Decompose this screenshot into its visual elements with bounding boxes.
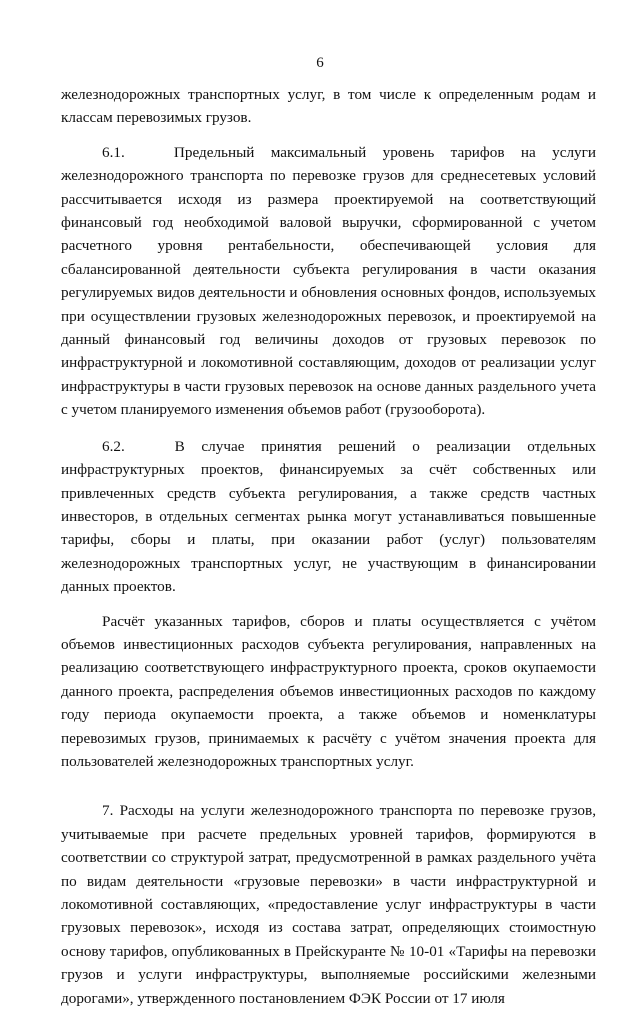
paragraph-continuation: железнодорожных транспортных услуг, в том числе к определенным родам и классам перевозимых грузов. (61, 86, 596, 127)
page-number: 6 (316, 55, 324, 71)
paragraph-6-2-calculation: Расчёт указанных тарифов, сборов и платы осуществляется с учётом объемов инвестиционных расходов субъекта регулирования, направленных на реализацию соответствующего инфраструктурного проекта, сроков окупаемости данного проекта, распределения объемов инвестиционных расходов по каждому году периода окупаемости проекта, а также объемов и номенклатуры перевозимых грузов, принимаемых к расчёту с учётом значения проекта для пользователей железнодорожных транспортных услуг. (61, 612, 596, 770)
paragraph-6-1: 6.1. Предельный максимальный уровень тарифов на услуги железнодорожного транспорта по перевозке грузов для среднесетевых условий рассчитывается исходя из размера проектируемой на соответствующий финансовый год необходимой валовой выручки, сформированной с учетом расчетного уровня рентабельности, обеспечивающей условия для сбалансированной деятельности субъекта регулирования в части оказания регулируемых видов деятельности и обновления основных фондов, используемых при осуществлении грузовых железнодорожных перевозок, и проектируемой на данный финансовый год величины доходов от грузовых перевозок по инфраструктурной и локомотивной составляющим, доходов от реализации услуг инфраструктуры в части грузовых перевозок на основе данных раздельного учета с учетом планируемого изменения объемов работ (грузооборота). (61, 143, 596, 419)
document-body (61, 83, 596, 1010)
paragraph-6-2: 6.2. В случае принятия решений о реализации отдельных инфраструктурных проектов, финансируемых за счёт собственных или привлеченных средств субъекта регулирования, а также средств частных инвесторов, в отдельных сегментах рынка могут устанавливаться повышенные тарифы, сборы и платы, при оказании работ (услуг) пользователям железнодорожных транспортных услуг, не участвующим в финансировании данных проектов. (61, 437, 596, 596)
paragraph-7: 7. Расходы на услуги железнодорожного транспорта по перевозке грузов, учитываемые при расчете предельных уровней тарифов, формируются в соответствии со структурой затрат, предусмотренной в рамках раздельного учёта по видам деятельности «грузовые перевозки» в части инфраструктурной и локомотивной составляющих, «предоставление услуг инфраструктуры в части грузовых перевозок», исходя из состава затрат, определяющих стоимостную основу тарифов, опубликованных в Прейскуранте № 10-01 «Тарифы на перевозки грузов и услуги инфраструктуры, выполняемые российскими железными дорогами», утвержденного постановлением ФЭК России от 17 июля (61, 802, 596, 1007)
